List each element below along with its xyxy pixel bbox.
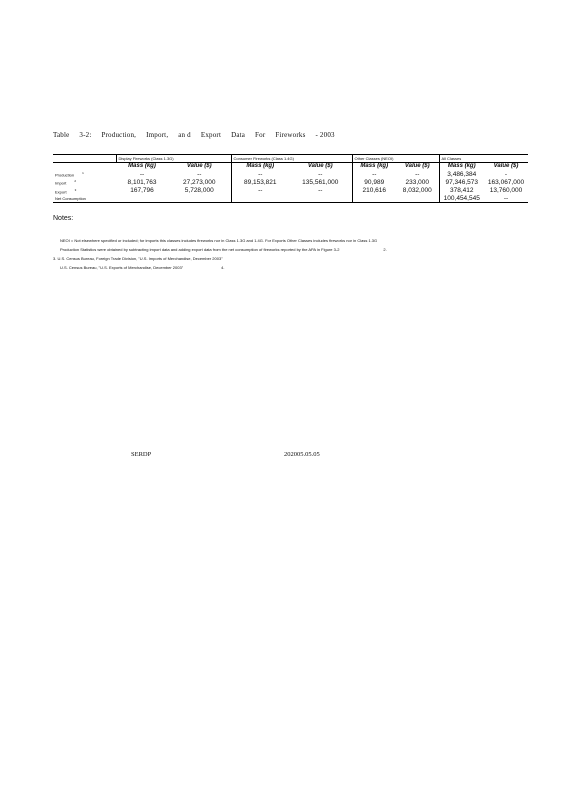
table-cell: 210,616 <box>352 187 396 195</box>
column-header: Value ($) <box>493 163 519 169</box>
table-cell: 13,760,000 <box>489 187 523 195</box>
table-cell: -- <box>197 170 202 178</box>
table-cell: 8,032,000 <box>402 187 432 195</box>
table-cell: 100,454,545 <box>439 195 484 203</box>
title-part: Export <box>200 131 222 139</box>
table-cell: 90,989 <box>352 178 396 186</box>
row-label: Export $^3$ <box>55 187 77 194</box>
table-cell: 233,000 <box>405 178 429 186</box>
table-row <box>53 195 528 203</box>
table-cell: 89,153,821 <box>231 178 289 186</box>
group-header-row <box>53 155 528 163</box>
title-part: 3-2: <box>79 131 92 139</box>
title-part: Fireworks <box>275 131 306 139</box>
table-cell: -- <box>415 170 420 178</box>
table-cell: 97,346,573 <box>439 178 484 186</box>
column-header: Value ($) <box>186 163 212 169</box>
group-header: Display Fireworks (Class 1.3G) <box>116 155 231 163</box>
table-cell: 135,561,000 <box>302 178 339 186</box>
table-row <box>53 170 528 178</box>
table-cell <box>231 195 289 203</box>
note-line: NEOI = Not elsewhere specified or included; for imports this classes includes fireworks nor in Class 1.3G and 1.4G. For Exports Other Classes includes fireworks nor in Class 1.3G <box>60 238 378 243</box>
group-header: Other Classes (NEOI) <box>352 155 439 163</box>
title-part: Table <box>53 131 70 139</box>
table-cell: 5,728,000 <box>184 187 214 195</box>
table-cell: -- <box>484 195 528 203</box>
group-header: All Classes <box>439 155 528 163</box>
column-header: Mass (kg) <box>231 163 289 171</box>
table-row <box>53 187 528 195</box>
table-cell: 167,796 <box>130 187 154 195</box>
row-label: Import $^2$ <box>55 179 77 186</box>
column-header-row <box>53 163 528 171</box>
corner-cell <box>53 163 116 171</box>
row-label: Production $^1$ <box>55 171 84 178</box>
notes-heading: Notes: <box>53 215 74 222</box>
title-part: an d <box>178 131 191 139</box>
table-cell <box>116 195 168 203</box>
column-header: Value ($) <box>404 163 430 169</box>
table-cell: -- <box>318 170 323 178</box>
column-header: Mass (kg) <box>128 163 156 169</box>
footer-org: SERDP <box>131 451 152 458</box>
table-cell: 27,273,000 <box>182 178 216 186</box>
table-title <box>53 131 353 139</box>
note-number: 2. <box>383 247 387 252</box>
title-part: Import, <box>146 131 169 139</box>
table-cell: 163,067,000 <box>487 178 525 186</box>
table-cell: 378,412 <box>439 187 484 195</box>
fireworks-data-table <box>53 154 528 203</box>
note-line: U.S. Census Bureau, "U.S. Exports of Merchandise, December 2003" 4. <box>60 265 225 270</box>
column-header: Mass (kg) <box>352 163 396 171</box>
title-part: For <box>255 131 266 139</box>
table-cell: -- <box>139 170 145 178</box>
note-line: Production Statistics were obtained by subtracting import data and adding export data from the net consumption of fireworks reported by the APA in Figure 3-2 2. <box>60 247 387 252</box>
table-row <box>53 178 528 186</box>
column-header: Mass (kg) <box>439 163 484 171</box>
footnote-ref: 3 <box>74 187 77 192</box>
corner-cell <box>53 155 116 163</box>
table-cell <box>168 195 231 203</box>
table-cell: 3,486,384 <box>439 170 484 178</box>
note-number: 4. <box>221 265 225 270</box>
title-part: - 2003 <box>315 131 335 139</box>
group-header: Consumer Fireworks (Class 1.4G) <box>231 155 352 163</box>
table-cell <box>289 195 352 203</box>
table-cell: - <box>504 170 508 178</box>
footer-date: 202005.05.05 <box>284 451 320 458</box>
table-cell: -- <box>352 170 396 178</box>
table-cell <box>396 195 439 203</box>
note-line: 3. U.S. Census Bureau, Foreign Trade Division, "U.S. Imports of Merchandise, December 2003" <box>53 256 223 261</box>
footnote-ref: 2 <box>74 179 77 184</box>
table-cell: -- <box>231 187 289 195</box>
title-part: Production, <box>101 131 137 139</box>
table-cell: -- <box>318 187 323 195</box>
table-cell <box>352 195 396 203</box>
footnote-ref: 1 <box>82 171 84 175</box>
table-cell: -- <box>231 170 289 178</box>
title-part: Data <box>231 131 246 139</box>
column-header: Value ($) <box>307 163 333 169</box>
row-label: Net Consumption <box>53 195 116 203</box>
table-cell: 8,101,763 <box>127 178 157 186</box>
